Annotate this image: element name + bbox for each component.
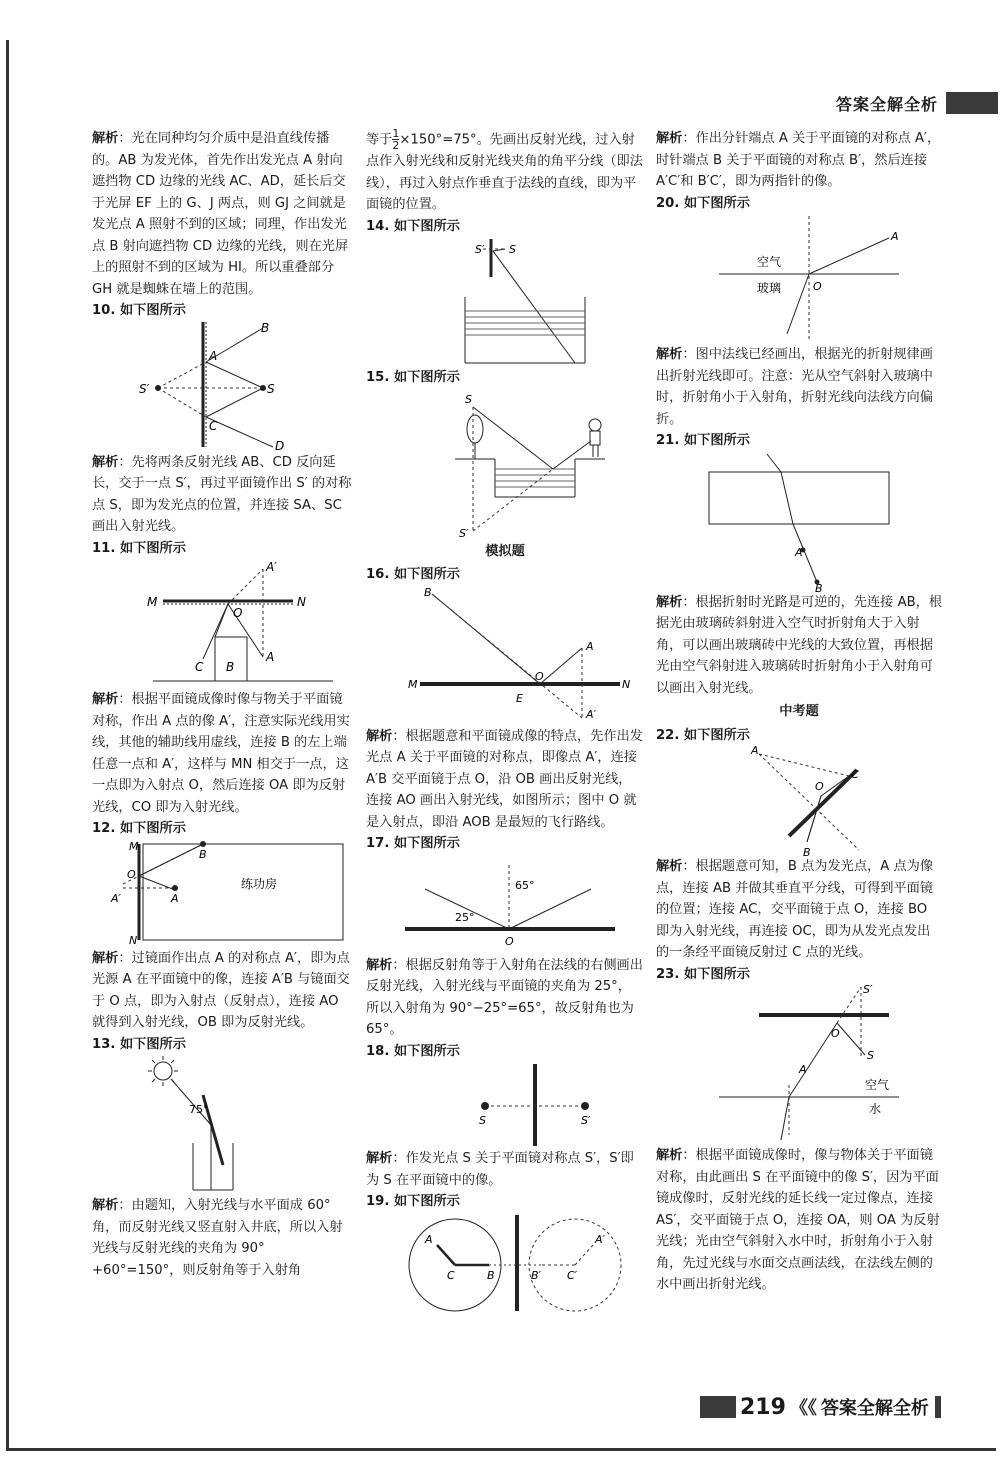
question-12: 12. 如下图所示: [92, 821, 186, 836]
svg-text:A: A: [751, 746, 759, 757]
svg-text:C′: C′: [567, 1268, 578, 1282]
figure-21: [689, 452, 909, 592]
question-13: 13. 如下图所示: [92, 1036, 186, 1052]
svg-text:B: B: [803, 846, 811, 856]
svg-text:D: D: [275, 438, 285, 452]
analysis-text: ：光在同种均匀介质中是沿直线传播的。AB 为发光体，首先作出发光点 A 射向遮挡物 CD 边缘的光线 AC、AD，延长后交于光屏 EF 上的 G、J 两点，则 GJ 之间就是发光点 A 照射不到的区域；同理，作出发光点 B 射向遮挡物 CD 边缘的光线，则在光屏上的照射不到的区域为 HI。所以重叠部分 GH 就是蜘蛛在墙上的范围。: [92, 131, 349, 297]
svg-text:25°: 25°: [455, 910, 475, 924]
svg-text:O: O: [831, 1027, 840, 1040]
svg-text:O: O: [127, 867, 136, 881]
svg-text:A: A: [799, 1063, 807, 1076]
svg-text:S: S: [867, 1049, 874, 1062]
svg-text:B: B: [261, 321, 270, 335]
svg-text:A: A: [586, 639, 594, 653]
column-3: [656, 128, 942, 1296]
svg-text:E: E: [516, 691, 523, 705]
svg-text:M: M: [147, 595, 158, 609]
analysis-13: 解析：由题知，入射光线与水平面成 60°角，而反射光线又竖直射入井底，所以入射光线与反射光线的夹角为 90°+60°=150°，则反射角等于入射角: [92, 1198, 343, 1278]
question-21: 21. 如下图所示: [656, 433, 750, 448]
svg-text:M: M: [129, 839, 139, 853]
svg-text:A′: A′: [266, 560, 277, 574]
chevron-icon: 《《: [789, 1398, 817, 1419]
question-17: 17. 如下图所示: [366, 836, 460, 851]
figure-10: [103, 322, 343, 452]
question-23: 23. 如下图所示: [656, 966, 750, 982]
column-2: [366, 128, 644, 1313]
question-16: 16. 如下图所示: [366, 567, 460, 582]
question-15: 15. 如下图所示: [366, 370, 460, 385]
analysis-9: [92, 128, 354, 300]
svg-text:A′: A′: [586, 707, 597, 721]
question-22: 22. 如下图所示: [656, 727, 750, 743]
footer-bar: [700, 1396, 736, 1418]
analysis-16: 解析：根据题意和平面镜成像的特点，先作出发光点 A 关于平面镜的对称点，即像点 A′，连接 A′B 交平面镜于点 O，沿 OB 画出反射光线，连接 AO 画出入射光线，如图所示；图中 O 就是入射点，即沿 AOB 是最短的飞行路线。: [366, 728, 643, 830]
svg-text:S: S: [267, 381, 275, 396]
page-border-bottom: [6, 1448, 996, 1451]
child-figure-icon: [589, 419, 601, 457]
svg-text:N: N: [129, 933, 138, 947]
figure-18: [405, 1062, 605, 1148]
svg-text:玻璃: 玻璃: [757, 281, 782, 295]
svg-text:A′: A′: [595, 1232, 606, 1246]
question-18: 18. 如下图所示: [366, 1043, 460, 1059]
page-number: 219: [740, 1394, 786, 1420]
svg-text:空气: 空气: [757, 255, 782, 269]
question-10: 10. 如下图所示: [92, 303, 186, 318]
svg-text:A: A: [425, 1232, 433, 1246]
svg-text:S′: S′: [581, 1114, 591, 1127]
svg-text:S′: S′: [459, 526, 469, 539]
header-title: 答案全解全析: [835, 94, 938, 114]
svg-text:65°: 65°: [515, 878, 535, 892]
svg-text:B: B: [226, 660, 235, 674]
svg-text:O: O: [535, 669, 544, 683]
svg-text:A: A: [795, 545, 803, 559]
svg-text:O: O: [233, 606, 243, 620]
section-exam: 中考题: [779, 704, 819, 719]
svg-text:A: A: [209, 348, 218, 363]
svg-text:S: S: [509, 243, 516, 256]
analysis-18: 解析：作发光点 S 关于平面镜对称点 S′，S′即为 S 在平面镜中的像。: [366, 1151, 634, 1188]
header-bar: [946, 92, 998, 114]
svg-text:C: C: [851, 768, 859, 781]
page-header: [836, 90, 938, 116]
svg-text:N: N: [622, 677, 630, 691]
analysis-11: 解析：根据平面镜成像时像与物关于平面镜对称，作出 A 点的像 A′，注意实际光线用实线，其他的辅助线用虚线，连接 B 的左上端任意一点和 A′，这样与 MN 相交于一点，这一点即为入射点 O，然后连接 OA 即为反射光线，CO 即为入射光线。: [92, 692, 350, 815]
figure-17: [385, 855, 625, 955]
svg-text:A: A: [266, 650, 275, 664]
column-1: [92, 128, 354, 1281]
figure-23: [689, 985, 909, 1145]
analysis-19: 解析：作出分针端点 A 关于平面镜的对称点 A′，时针端点 B 关于平面镜的对称点 B′，然后连接 A′C′和 B′C′，即为两指针的像。: [656, 131, 941, 189]
svg-text:A: A: [171, 891, 179, 905]
svg-text:O: O: [813, 280, 822, 293]
svg-text:O: O: [505, 934, 514, 948]
svg-text:练功房: 练功房: [241, 876, 278, 891]
figure-12: [93, 840, 353, 948]
svg-text:C: C: [195, 660, 204, 674]
svg-text:75°: 75°: [189, 1103, 209, 1116]
svg-text:水: 水: [869, 1102, 882, 1116]
analysis-21: 解析：根据折射时光路是可逆的，先连接 AB，根据光由玻璃砖斜射进入空气时折射角大于入射角，可以画出玻璃砖中光线的大致位置，再根据光由空气斜射进入玻璃砖时折射角小于入射角可以画出入射光线。: [656, 594, 943, 696]
fraction: $\frac{1}{2}$: [392, 127, 400, 152]
figure-16: [380, 586, 630, 726]
svg-text:S′: S′: [863, 985, 873, 996]
tree-icon: [467, 415, 483, 459]
figure-20: [689, 214, 909, 344]
svg-text:S: S: [465, 392, 472, 406]
question-14: 14. 如下图所示: [366, 218, 460, 234]
analysis-20: 解析：图中法线已经画出，根据光的折射规律画出折射光线即可。注意：光从空气斜射入玻璃中时，折射角小于入射角，折射光线向法线方向偏折。: [656, 347, 933, 427]
analysis-23: 解析：根据平面镜成像时，像与物体关于平面镜对称，由此画出 S 在平面镜中的像 S′，因为平面镜成像时，反射光线的延长线一定过像点，连接 AS′，交平面镜于点 O，连接 OA，则 OA 为反射光线；光由空气斜射入水中时，折射角小于入射角，先过光线与水面交点画法线，在法线左侧的水中画出折射光线。: [656, 1148, 940, 1292]
question-11: 11. 如下图所示: [92, 540, 186, 556]
svg-text:S: S: [479, 1114, 486, 1127]
svg-text:B′: B′: [531, 1268, 542, 1282]
analysis-17: 解析：根据反射角等于入射角在法线的右侧画出反射光线，入射光线与平面镜的夹角为 25°，所以入射角为 90°−25°=65°，故反射角也为 65°。: [366, 957, 643, 1037]
svg-text:B: B: [815, 581, 823, 592]
analysis-10: 解析：先将两条反射光线 AB、CD 反向延长，交于一点 S′，再过平面镜作出 S′ 的对称点 S，即为发光点的位置，并连接 SA、SC 画出入射光线。: [92, 454, 352, 534]
page-footer: [700, 1393, 941, 1421]
figure-14: [405, 237, 605, 367]
svg-text:M: M: [408, 677, 418, 691]
analysis-22: 解析：根据题意可知，B 点为发光点，A 点为像点，连接 AB 并做其垂直平分线，可得到平面镜的位置；连接 AC，交平面镜于点 O，连接 BO 即为入射光线，再连接 OC，即为从发光点发出的一条经平面镜反射过 C 点的光线。: [656, 859, 934, 960]
question-19: 19. 如下图所示: [366, 1194, 460, 1209]
question-20: 20. 如下图所示: [656, 195, 750, 211]
svg-text:B: B: [199, 847, 207, 861]
svg-text:C: C: [209, 418, 218, 433]
svg-text:空气: 空气: [865, 1078, 890, 1092]
svg-text:B: B: [487, 1268, 495, 1282]
figure-15: [395, 389, 615, 539]
figure-13: [123, 1055, 323, 1195]
figure-19: [385, 1213, 625, 1313]
analysis-13-cont: 等于 $\frac{1}{2}$ ×150°=75°。先画出反射光线，过入射点作入射光线和反射光线夹角的角平分线（即法线），再过入射点作垂直于法线的直线，即为平面镜的位置。: [366, 127, 643, 212]
figure-11: [103, 559, 343, 689]
svg-text:C: C: [447, 1268, 455, 1282]
svg-text:A′: A′: [111, 891, 122, 905]
svg-text:O: O: [815, 780, 824, 793]
footer-title: 答案全解全析: [820, 1398, 929, 1419]
svg-text:S′: S′: [475, 243, 485, 256]
section-mock: 模拟题: [485, 543, 525, 559]
svg-text:N: N: [297, 595, 306, 609]
footer-end-bar: [935, 1396, 941, 1418]
svg-text:B: B: [424, 585, 432, 599]
label-Sp: S′: [139, 381, 150, 396]
figure-22: [699, 746, 899, 856]
page-border-left: [6, 40, 9, 1450]
svg-text:A: A: [891, 230, 899, 243]
analysis-12: 解析：过镜面作出点 A 的对称点 A′，即为点光源 A 在平面镜中的像，连接 A′B 与镜面交于 O 点，即为入射点（反射点），连接 AO 就得到入射光线，OB 即为反射光线。: [92, 950, 350, 1030]
analysis-label: 解析: [92, 131, 119, 146]
